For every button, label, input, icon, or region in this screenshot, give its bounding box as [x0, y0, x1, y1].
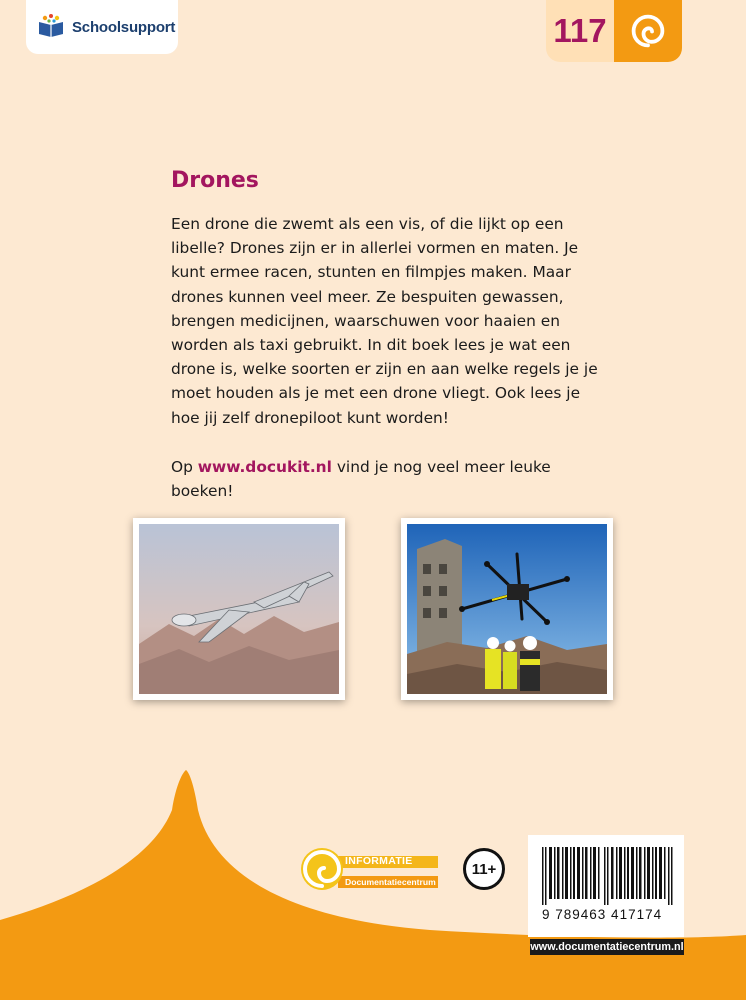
link-suffix: vind je nog veel meer leuke boeken!	[171, 458, 551, 500]
publisher-website[interactable]: www.documentatiecentrum.nl	[530, 941, 684, 953]
barcode-bars	[542, 847, 674, 905]
series-number: 117	[546, 0, 614, 62]
promo-line	[171, 455, 611, 503]
photo-octocopter-drone	[401, 518, 613, 700]
schoolsupport-logo	[26, 0, 178, 54]
docukit-link[interactable]: www.docukit.nl	[197, 458, 332, 476]
isbn-number: 9 789463 417174	[542, 907, 663, 922]
book-title: Drones	[171, 168, 259, 193]
publisher-label: Documentatiecentrum	[345, 877, 436, 887]
book-description: Een drone die zwemt als een vis, of die lijkt op een libelle? Drones zijn er in allerlei vormen en maten. Je kunt ermee racen, stunten en filmpjes maken. Maar drones kunnen veel meer. Ze bespuiten gewassen, brengen medicijnen, waarschuwen voor haaien en worden als taxi gebruikt. In dit boek lees je wat een drone is, welke soorten er zijn en aan welke regels je je moet houden als je met een drone vliegt. Ook lees je hoe jij zelf dronepiloot kunt worden!	[171, 215, 598, 427]
series-swirl	[614, 0, 682, 62]
link-prefix: Op	[171, 458, 198, 476]
book-icon	[36, 12, 66, 42]
photo-military-drone	[133, 518, 345, 700]
brand-name: Schoolsupport	[72, 18, 176, 36]
age-rating-badge: 11+	[463, 848, 505, 890]
informatie-label: INFORMATIE	[345, 855, 413, 867]
spiral-icon	[630, 13, 666, 49]
series-badge	[546, 0, 682, 62]
barcode	[528, 835, 684, 937]
